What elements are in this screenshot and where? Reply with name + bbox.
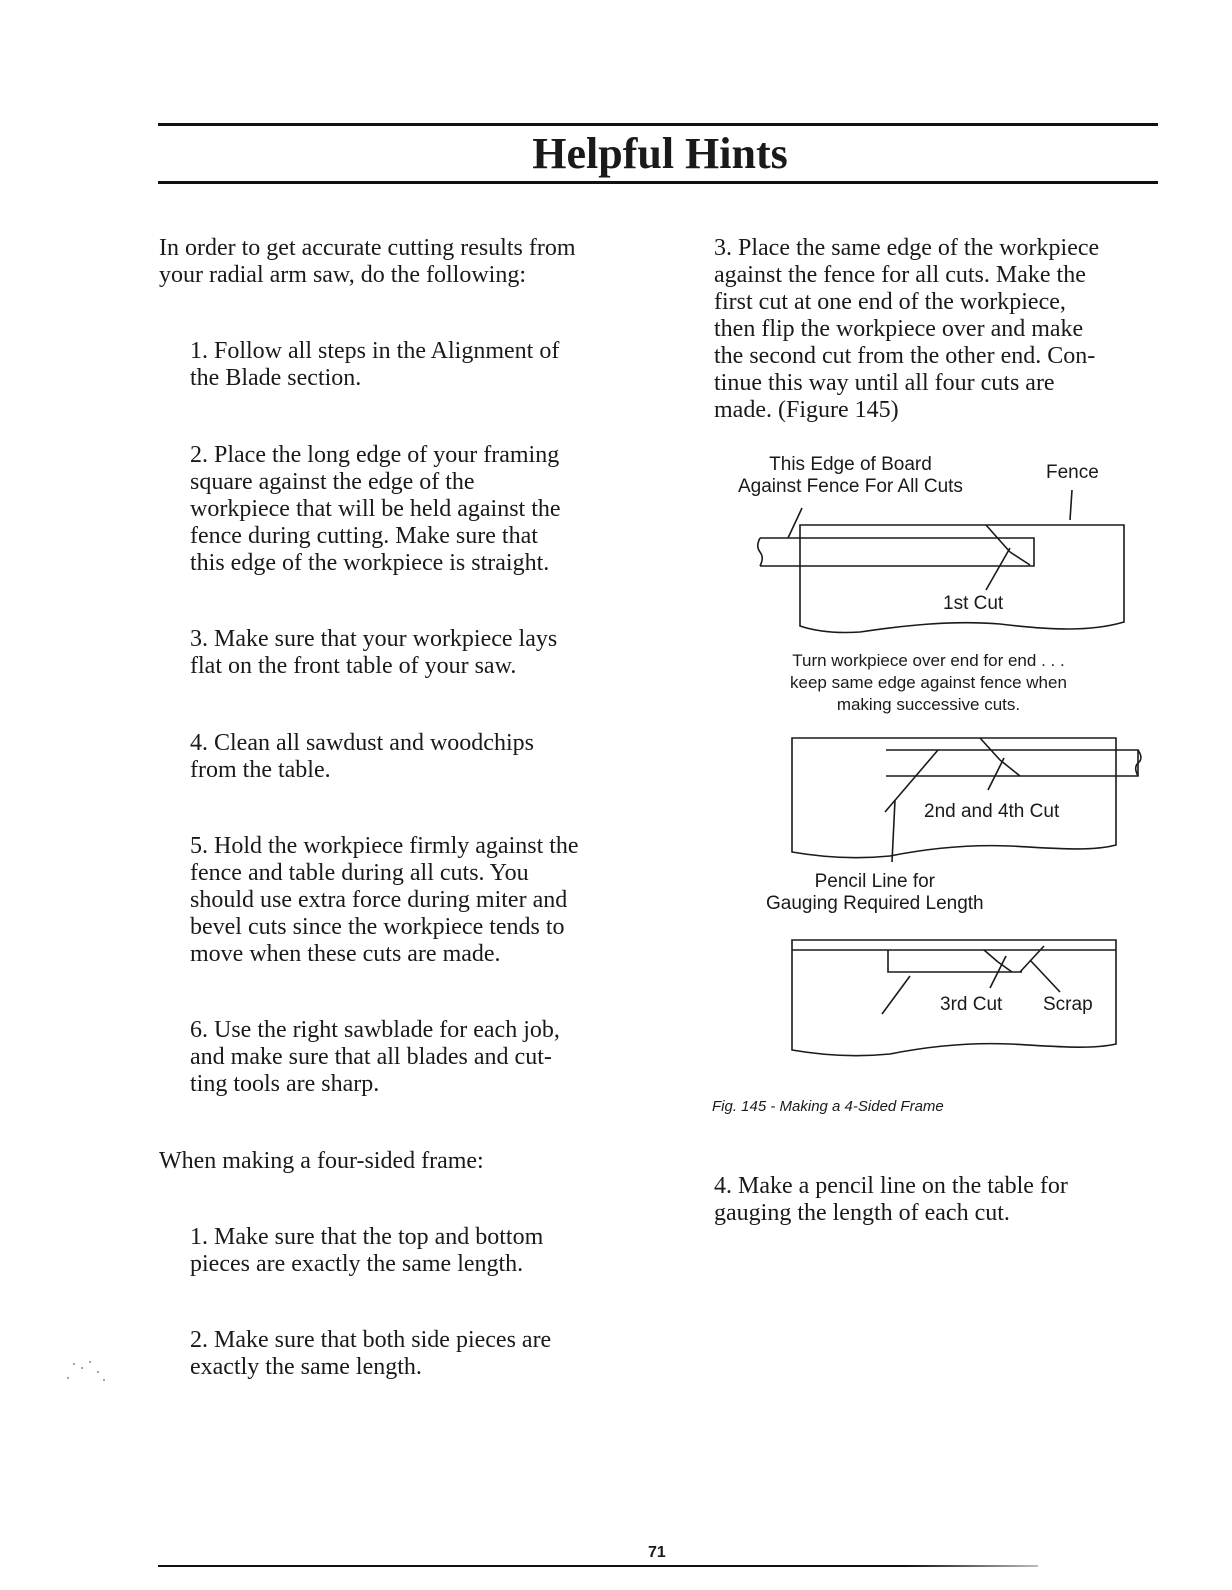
label-scrap: Scrap <box>1043 994 1093 1015</box>
step-1-text: 1. Follow all steps in the Alignment of the Blade section. <box>190 338 560 391</box>
step-4-text: 4. Clean all sawdust and woodchips from the table. <box>190 730 534 783</box>
frame-step-2-text: 2. Make sure that both side pieces are exactly the same length. <box>190 1327 552 1380</box>
figure-caption: Fig. 145 - Making a 4-Sided Frame <box>712 1098 944 1115</box>
intro-text: In order to get accurate cutting results from your radial arm saw, do the following: <box>159 235 576 288</box>
step-4-pencil-text: 4. Make a pencil line on the table for gauging the length of each cut. <box>714 1173 1068 1226</box>
footer-rule <box>158 1565 1038 1567</box>
step-6-text: 6. Use the right sawblade for each job, and make sure that all blades and cut- ting tools are sharp. <box>190 1017 560 1097</box>
frame-step-1-text: 1. Make sure that the top and bottom pieces are exactly the same length. <box>190 1224 544 1277</box>
step-3-text: 3. Make sure that your workpiece lays flat on the front table of your saw. <box>190 626 558 679</box>
step-2-text: 2. Place the long edge of your framing square against the edge of the workpiece that will be held against the fence during cutting. Make sure that this edge of the workpiece is straight. <box>190 442 561 576</box>
step-3-flip-text: 3. Place the same edge of the workpiece against the fence for all cuts. Make the first cut at one end of the workpiece, then flip the workpiece over and make the second cut from the other end. Con- tinue this way until all four cuts are made. (Figure 145) <box>714 235 1100 423</box>
frame-intro-text: When making a four-sided frame: <box>159 1148 484 1174</box>
caption-turn-workpiece: Turn workpiece over end for end . . . keep same edge against fence when making successive cuts. <box>790 651 1067 714</box>
label-third-cut: 3rd Cut <box>940 994 1003 1015</box>
page-title: Helpful Hints <box>532 129 788 178</box>
label-fence: Fence <box>1046 462 1099 483</box>
label-second-fourth-cut: 2nd and 4th Cut <box>924 801 1060 822</box>
label-edge: This Edge of Board Against Fence For All Cuts <box>738 454 963 497</box>
label-first-cut: 1st Cut <box>943 593 1004 614</box>
step-5-text: 5. Hold the workpiece firmly against the fence and table during all cuts. You should use extra force during miter and bevel cuts since the workpiece tends to move when these cuts are made. <box>190 833 579 967</box>
label-pencil-line: Pencil Line for Gauging Required Length <box>766 871 984 914</box>
page-number: 71 <box>648 1544 666 1561</box>
